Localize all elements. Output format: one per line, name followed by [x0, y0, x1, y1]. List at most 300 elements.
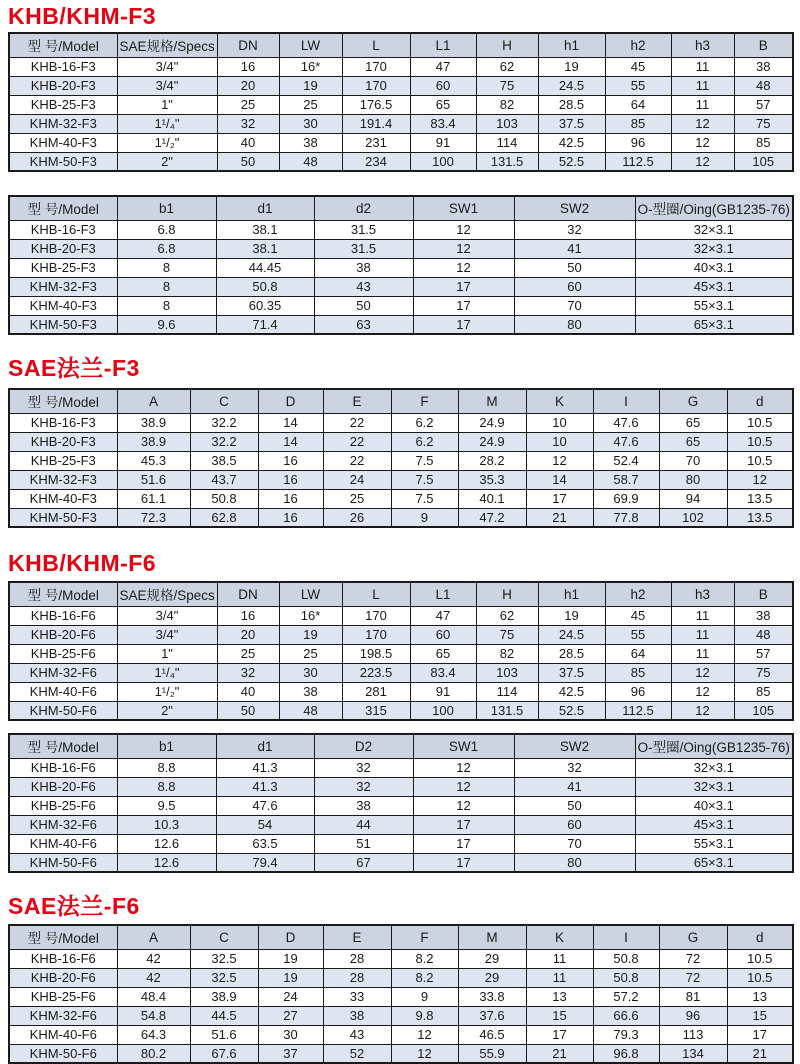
- value-cell: 85: [605, 663, 671, 682]
- value-cell: 134: [659, 1044, 727, 1063]
- model-cell: KHB-20-F6: [9, 968, 117, 987]
- value-cell: 9.8: [391, 1006, 458, 1025]
- value-cell: 9.5: [117, 796, 216, 815]
- value-cell: 64: [605, 644, 671, 663]
- value-cell: 191.4: [342, 114, 410, 133]
- value-cell: 47.6: [216, 796, 314, 815]
- value-cell: 80: [514, 315, 635, 334]
- value-cell: 32×3.1: [635, 758, 793, 777]
- value-cell: 14: [258, 413, 323, 432]
- column-header: h2: [605, 33, 671, 57]
- value-cell: 48.4: [117, 987, 190, 1006]
- header-row: [9, 734, 793, 758]
- value-cell: 48: [734, 625, 793, 644]
- table-row: [9, 220, 793, 239]
- table-row: [9, 1006, 793, 1025]
- value-cell: 223.5: [342, 663, 410, 682]
- value-cell: 50: [217, 701, 279, 720]
- value-cell: 17: [413, 834, 514, 853]
- value-cell: 100: [410, 701, 476, 720]
- value-cell: 91: [410, 133, 476, 152]
- value-cell: 38.1: [216, 239, 314, 258]
- value-cell: 85: [734, 133, 793, 152]
- column-header: G: [659, 389, 727, 413]
- value-cell: 32: [217, 663, 279, 682]
- table-row: [9, 777, 793, 796]
- value-cell: 65: [659, 413, 727, 432]
- value-cell: 42: [117, 968, 190, 987]
- value-cell: 61.1: [117, 489, 190, 508]
- spec-table: [8, 32, 794, 172]
- column-header: G: [659, 925, 727, 949]
- table-row: [9, 853, 793, 872]
- value-cell: 198.5: [342, 644, 410, 663]
- value-cell: 54.8: [117, 1006, 190, 1025]
- value-cell: 50.8: [593, 949, 659, 968]
- value-cell: 16: [217, 606, 279, 625]
- spec-table: [8, 924, 794, 1064]
- table-row: [9, 152, 793, 171]
- value-cell: 13.5: [727, 489, 793, 508]
- value-cell: 32.5: [190, 968, 258, 987]
- table-row: [9, 76, 793, 95]
- value-cell: 32×3.1: [635, 239, 793, 258]
- value-cell: 45×3.1: [635, 815, 793, 834]
- value-cell: 281: [342, 682, 410, 701]
- value-cell: 38.9: [117, 432, 190, 451]
- table-row: [9, 258, 793, 277]
- value-cell: 71.4: [216, 315, 314, 334]
- value-cell: 75: [734, 114, 793, 133]
- value-cell: 131.5: [476, 701, 538, 720]
- model-cell: KHM-40-F6: [9, 1025, 117, 1044]
- column-header: LW: [279, 582, 342, 606]
- column-header: 型 号/Model: [9, 925, 117, 949]
- spec-table: [8, 581, 794, 721]
- value-cell: 57: [734, 644, 793, 663]
- table-row: [9, 625, 793, 644]
- value-cell: 32×3.1: [635, 220, 793, 239]
- value-cell: 38: [734, 606, 793, 625]
- value-cell: 10.5: [727, 432, 793, 451]
- value-cell: 52.5: [538, 152, 605, 171]
- value-cell: 9.6: [117, 315, 216, 334]
- value-cell: 75: [476, 76, 538, 95]
- value-cell: 21: [727, 1044, 793, 1063]
- table-row: [9, 57, 793, 76]
- value-cell: 1": [117, 95, 217, 114]
- model-cell: KHM-50-F6: [9, 853, 117, 872]
- table-row: [9, 432, 793, 451]
- value-cell: 10.5: [727, 968, 793, 987]
- value-cell: 41.3: [216, 758, 314, 777]
- value-cell: 32.2: [190, 432, 258, 451]
- value-cell: 105: [734, 152, 793, 171]
- model-cell: KHM-32-F3: [9, 277, 117, 296]
- value-cell: 40: [217, 133, 279, 152]
- column-header: 型 号/Model: [9, 196, 117, 220]
- model-cell: KHM-32-F3: [9, 114, 117, 133]
- value-cell: 60: [410, 625, 476, 644]
- value-cell: 60: [514, 277, 635, 296]
- value-cell: 72: [659, 949, 727, 968]
- value-cell: 16: [258, 470, 323, 489]
- column-header: d: [727, 389, 793, 413]
- value-cell: 41.3: [216, 777, 314, 796]
- value-cell: 50: [514, 796, 635, 815]
- value-cell: 1": [117, 644, 217, 663]
- header-row: [9, 925, 793, 949]
- value-cell: 24.5: [538, 76, 605, 95]
- column-header: K: [526, 389, 593, 413]
- value-cell: 103: [476, 663, 538, 682]
- value-cell: 30: [258, 1025, 323, 1044]
- value-cell: 32: [514, 220, 635, 239]
- value-cell: 234: [342, 152, 410, 171]
- value-cell: 24.5: [538, 625, 605, 644]
- value-cell: 22: [323, 451, 391, 470]
- value-cell: 14: [526, 470, 593, 489]
- value-cell: 51: [314, 834, 413, 853]
- column-header: I: [593, 389, 659, 413]
- table-row: [9, 682, 793, 701]
- model-cell: KHM-40-F6: [9, 682, 117, 701]
- value-cell: 170: [342, 76, 410, 95]
- value-cell: 80: [659, 470, 727, 489]
- value-cell: 30: [279, 114, 342, 133]
- value-cell: 37: [258, 1044, 323, 1063]
- value-cell: 38: [314, 258, 413, 277]
- value-cell: 12: [671, 114, 734, 133]
- value-cell: 31.5: [314, 220, 413, 239]
- value-cell: 60: [410, 76, 476, 95]
- spec-table: [8, 195, 794, 335]
- model-cell: KHM-40-F3: [9, 133, 117, 152]
- value-cell: 47.6: [593, 432, 659, 451]
- value-cell: 19: [258, 949, 323, 968]
- value-cell: 40.1: [458, 489, 526, 508]
- column-header: B: [734, 33, 793, 57]
- value-cell: 60: [514, 815, 635, 834]
- value-cell: 50: [514, 258, 635, 277]
- value-cell: 9: [391, 508, 458, 527]
- value-cell: 29: [458, 949, 526, 968]
- value-cell: 70: [514, 834, 635, 853]
- value-cell: 6.2: [391, 432, 458, 451]
- value-cell: 100: [410, 152, 476, 171]
- value-cell: 44.45: [216, 258, 314, 277]
- value-cell: 52.5: [538, 701, 605, 720]
- value-cell: 21: [526, 1044, 593, 1063]
- value-cell: 37.5: [538, 663, 605, 682]
- value-cell: 19: [258, 968, 323, 987]
- value-cell: 7.5: [391, 489, 458, 508]
- value-cell: 17: [526, 489, 593, 508]
- table-row: [9, 644, 793, 663]
- model-cell: KHB-16-F6: [9, 606, 117, 625]
- column-header: L1: [410, 582, 476, 606]
- value-cell: 55: [605, 625, 671, 644]
- value-cell: 30: [279, 663, 342, 682]
- column-header: A: [117, 925, 190, 949]
- column-header: 型 号/Model: [9, 734, 117, 758]
- column-header: D2: [314, 734, 413, 758]
- value-cell: 6.2: [391, 413, 458, 432]
- model-cell: KHB-25-F3: [9, 95, 117, 114]
- value-cell: 82: [476, 644, 538, 663]
- value-cell: 17: [413, 853, 514, 872]
- value-cell: 16: [258, 508, 323, 527]
- column-header: b1: [117, 734, 216, 758]
- column-header: h1: [538, 582, 605, 606]
- value-cell: 1¹/₂": [117, 682, 217, 701]
- value-cell: 31.5: [314, 239, 413, 258]
- value-cell: 80.2: [117, 1044, 190, 1063]
- table-row: [9, 796, 793, 815]
- column-header: H: [476, 33, 538, 57]
- value-cell: 113: [659, 1025, 727, 1044]
- model-cell: KHB-25-F6: [9, 796, 117, 815]
- value-cell: 28.2: [458, 451, 526, 470]
- value-cell: 35.3: [458, 470, 526, 489]
- value-cell: 12: [671, 682, 734, 701]
- value-cell: 70: [659, 451, 727, 470]
- value-cell: 63: [314, 315, 413, 334]
- model-cell: KHB-25-F6: [9, 644, 117, 663]
- value-cell: 67.6: [190, 1044, 258, 1063]
- value-cell: 25: [217, 644, 279, 663]
- value-cell: 32: [314, 758, 413, 777]
- value-cell: 17: [413, 277, 514, 296]
- model-cell: KHB-16-F3: [9, 413, 117, 432]
- column-header: E: [323, 389, 391, 413]
- value-cell: 38: [323, 1006, 391, 1025]
- value-cell: 25: [279, 95, 342, 114]
- section-khb-khm-f3: [8, 4, 792, 335]
- value-cell: 50: [314, 296, 413, 315]
- value-cell: 43: [323, 1025, 391, 1044]
- value-cell: 79.3: [593, 1025, 659, 1044]
- value-cell: 8.2: [391, 968, 458, 987]
- value-cell: 64.3: [117, 1025, 190, 1044]
- column-header: D: [258, 389, 323, 413]
- header-row: [9, 33, 793, 57]
- value-cell: 65: [410, 644, 476, 663]
- value-cell: 10: [526, 432, 593, 451]
- value-cell: 12: [671, 663, 734, 682]
- value-cell: 44: [314, 815, 413, 834]
- value-cell: 38: [734, 57, 793, 76]
- value-cell: 15: [526, 1006, 593, 1025]
- value-cell: 112.5: [605, 152, 671, 171]
- column-header: E: [323, 925, 391, 949]
- value-cell: 27: [258, 1006, 323, 1025]
- value-cell: 24: [323, 470, 391, 489]
- value-cell: 32.5: [190, 949, 258, 968]
- value-cell: 14: [258, 432, 323, 451]
- table-row: [9, 508, 793, 527]
- value-cell: 83.4: [410, 663, 476, 682]
- column-header: I: [593, 925, 659, 949]
- value-cell: 44.5: [190, 1006, 258, 1025]
- value-cell: 28.5: [538, 95, 605, 114]
- value-cell: 41: [514, 777, 635, 796]
- value-cell: 29: [458, 968, 526, 987]
- value-cell: 45: [605, 606, 671, 625]
- value-cell: 315: [342, 701, 410, 720]
- value-cell: 51.6: [117, 470, 190, 489]
- value-cell: 131.5: [476, 152, 538, 171]
- value-cell: 16: [258, 451, 323, 470]
- section-title: SAE法兰-F6: [8, 893, 140, 919]
- value-cell: 11: [671, 76, 734, 95]
- spec-table: [8, 733, 794, 873]
- model-cell: KHB-16-F6: [9, 758, 117, 777]
- value-cell: 20: [217, 76, 279, 95]
- value-cell: 1¹/₄": [117, 663, 217, 682]
- value-cell: 52: [323, 1044, 391, 1063]
- value-cell: 12: [671, 701, 734, 720]
- value-cell: 170: [342, 625, 410, 644]
- value-cell: 42.5: [538, 133, 605, 152]
- model-cell: KHM-40-F3: [9, 489, 117, 508]
- value-cell: 69.9: [593, 489, 659, 508]
- value-cell: 43.7: [190, 470, 258, 489]
- value-cell: 11: [526, 949, 593, 968]
- value-cell: 12: [671, 133, 734, 152]
- value-cell: 75: [476, 625, 538, 644]
- section-khb-khm-f6: [8, 551, 792, 873]
- value-cell: 3/4": [117, 625, 217, 644]
- value-cell: 50.8: [190, 489, 258, 508]
- value-cell: 45×3.1: [635, 277, 793, 296]
- value-cell: 38.1: [216, 220, 314, 239]
- value-cell: 12: [391, 1044, 458, 1063]
- model-cell: KHM-32-F3: [9, 470, 117, 489]
- value-cell: 38: [314, 796, 413, 815]
- value-cell: 17: [727, 1025, 793, 1044]
- value-cell: 41: [514, 239, 635, 258]
- table-row: [9, 95, 793, 114]
- value-cell: 96: [605, 682, 671, 701]
- value-cell: 37.6: [458, 1006, 526, 1025]
- model-cell: KHM-50-F6: [9, 1044, 117, 1063]
- value-cell: 20: [217, 625, 279, 644]
- model-cell: KHM-32-F6: [9, 1006, 117, 1025]
- column-header: h1: [538, 33, 605, 57]
- value-cell: 65: [659, 432, 727, 451]
- value-cell: 50: [217, 152, 279, 171]
- value-cell: 96.8: [593, 1044, 659, 1063]
- column-header: L1: [410, 33, 476, 57]
- value-cell: 103: [476, 114, 538, 133]
- value-cell: 112.5: [605, 701, 671, 720]
- value-cell: 82: [476, 95, 538, 114]
- column-header: L: [342, 33, 410, 57]
- value-cell: 176.5: [342, 95, 410, 114]
- value-cell: 11: [671, 644, 734, 663]
- value-cell: 80: [514, 853, 635, 872]
- column-header: M: [458, 389, 526, 413]
- value-cell: 11: [671, 57, 734, 76]
- value-cell: 8.2: [391, 949, 458, 968]
- section-tables: [8, 581, 792, 873]
- page-title: KHB/KHM-F3: [8, 3, 157, 29]
- value-cell: 21: [526, 508, 593, 527]
- column-header: h3: [671, 582, 734, 606]
- column-header: LW: [279, 33, 342, 57]
- value-cell: 65×3.1: [635, 315, 793, 334]
- value-cell: 170: [342, 606, 410, 625]
- column-header: DN: [217, 33, 279, 57]
- value-cell: 24.9: [458, 413, 526, 432]
- value-cell: 10: [526, 413, 593, 432]
- model-cell: KHB-20-F3: [9, 432, 117, 451]
- section-title: KHB/KHM-F6: [8, 550, 157, 576]
- model-cell: KHM-50-F3: [9, 152, 117, 171]
- value-cell: 96: [659, 1006, 727, 1025]
- value-cell: 13: [727, 987, 793, 1006]
- value-cell: 12: [413, 239, 514, 258]
- table-row: [9, 834, 793, 853]
- value-cell: 7.5: [391, 470, 458, 489]
- model-cell: KHB-16-F6: [9, 949, 117, 968]
- value-cell: 83.4: [410, 114, 476, 133]
- model-cell: KHB-20-F6: [9, 625, 117, 644]
- value-cell: 38.9: [117, 413, 190, 432]
- spec-table: [8, 388, 794, 528]
- value-cell: 10.5: [727, 949, 793, 968]
- value-cell: 57: [734, 95, 793, 114]
- value-cell: 17: [526, 1025, 593, 1044]
- value-cell: 16*: [279, 57, 342, 76]
- value-cell: 16*: [279, 606, 342, 625]
- model-cell: KHB-16-F3: [9, 57, 117, 76]
- model-cell: KHM-50-F6: [9, 701, 117, 720]
- value-cell: 42: [117, 949, 190, 968]
- value-cell: 3/4": [117, 76, 217, 95]
- value-cell: 57.2: [593, 987, 659, 1006]
- value-cell: 11: [671, 625, 734, 644]
- value-cell: 47.2: [458, 508, 526, 527]
- value-cell: 102: [659, 508, 727, 527]
- model-cell: KHB-20-F6: [9, 777, 117, 796]
- column-header: d1: [216, 734, 314, 758]
- value-cell: 25: [279, 644, 342, 663]
- table-row: [9, 277, 793, 296]
- value-cell: 42.5: [538, 682, 605, 701]
- model-cell: KHB-20-F3: [9, 239, 117, 258]
- value-cell: 2": [117, 152, 217, 171]
- value-cell: 48: [279, 701, 342, 720]
- value-cell: 17: [413, 815, 514, 834]
- value-cell: 32: [217, 114, 279, 133]
- table-row: [9, 296, 793, 315]
- column-header: h3: [671, 33, 734, 57]
- value-cell: 12: [413, 220, 514, 239]
- value-cell: 45.3: [117, 451, 190, 470]
- column-header: SW2: [514, 734, 635, 758]
- value-cell: 32: [314, 777, 413, 796]
- value-cell: 11: [671, 95, 734, 114]
- table-row: [9, 758, 793, 777]
- column-header: O-型圈/Oing(GB1235-76): [635, 734, 793, 758]
- table-row: [9, 114, 793, 133]
- value-cell: 15: [727, 1006, 793, 1025]
- value-cell: 66.6: [593, 1006, 659, 1025]
- section-title: SAE法兰-F3: [8, 355, 140, 381]
- column-header: A: [117, 389, 190, 413]
